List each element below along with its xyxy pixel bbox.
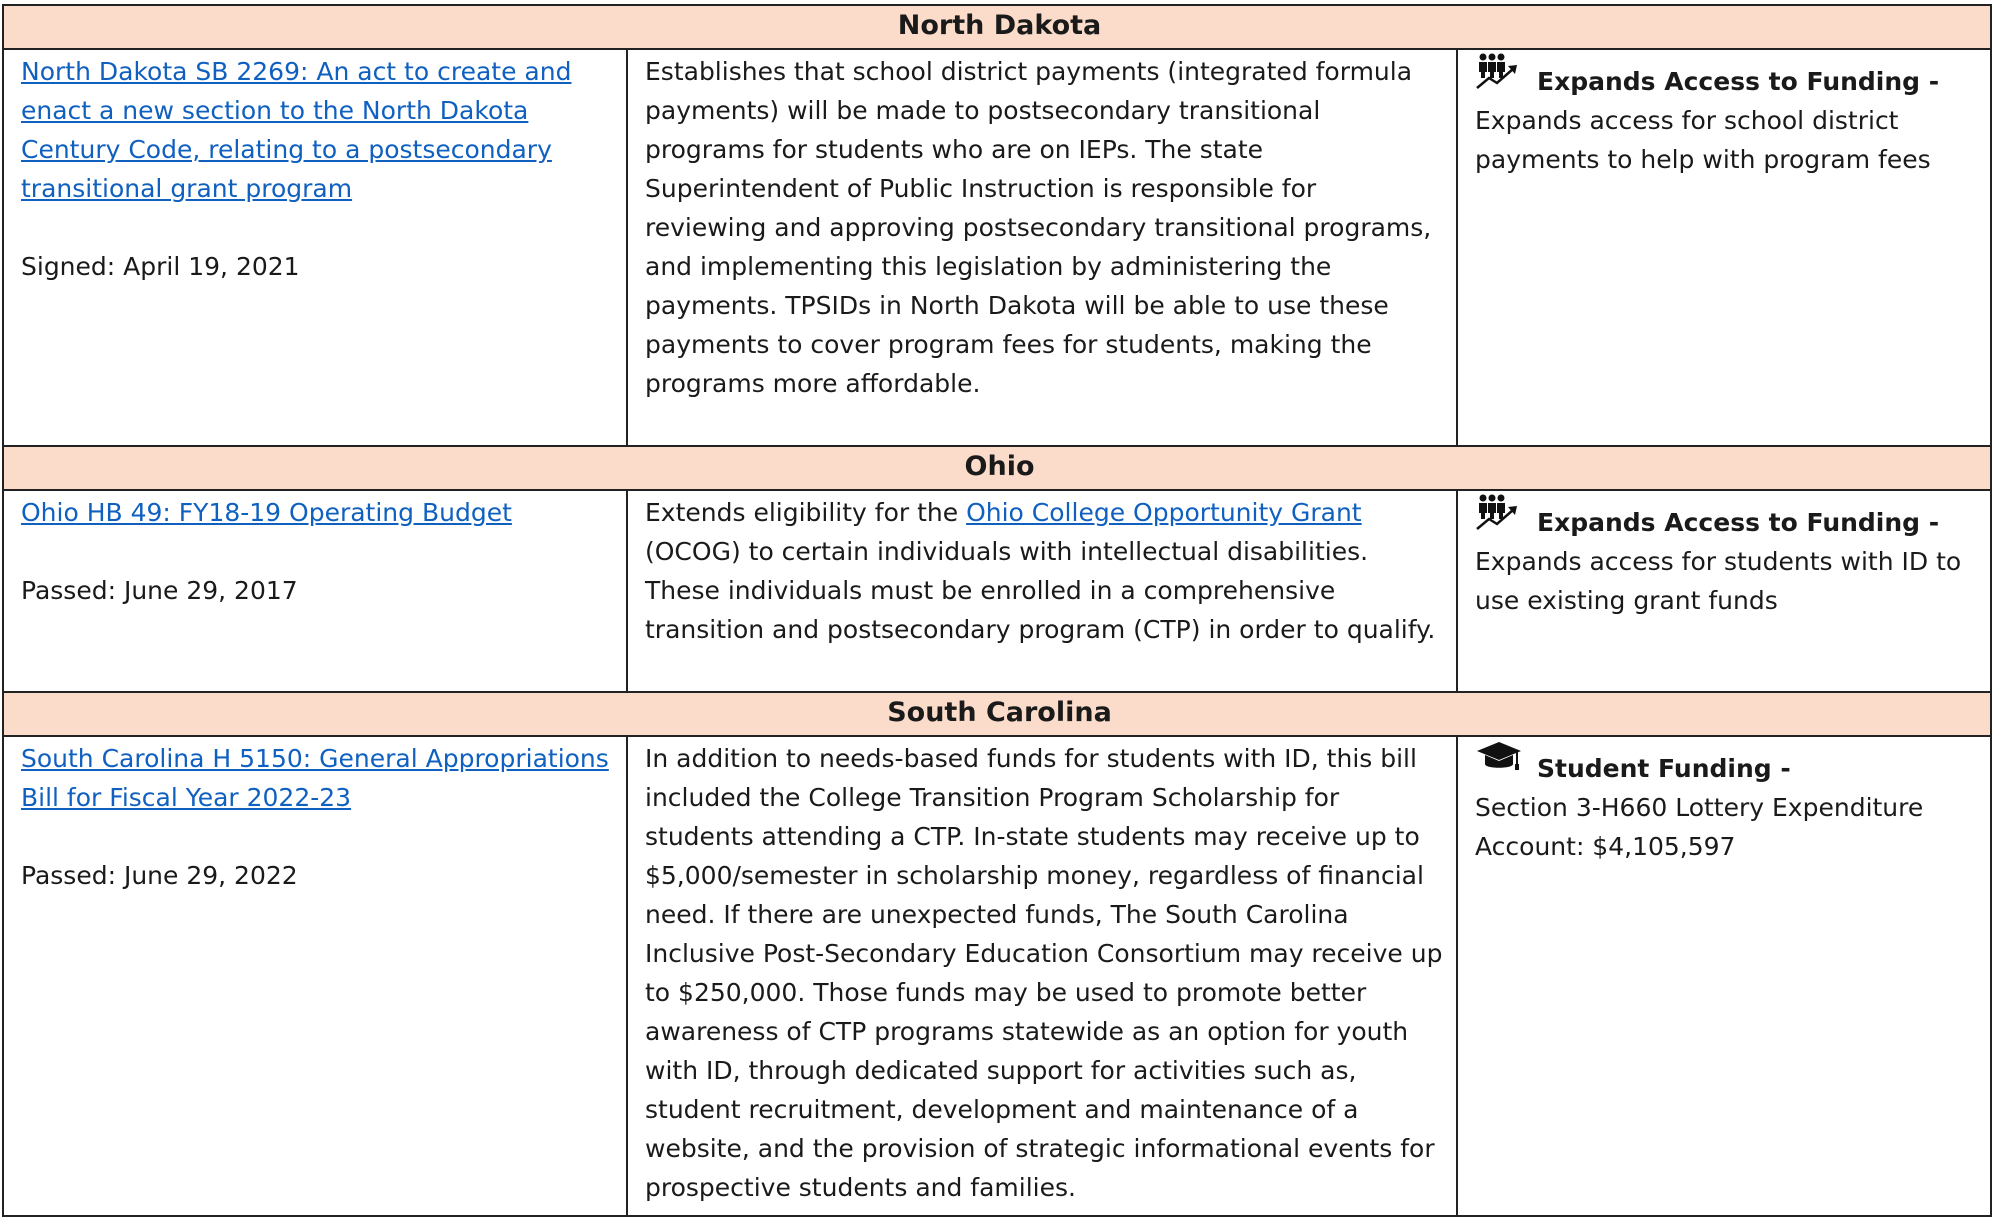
impact-title: Expands Access to Funding -: [1537, 508, 1940, 537]
people-growth-icon: [1475, 52, 1523, 101]
bill-cell: [3, 49, 627, 446]
policy-table: [2, 4, 1992, 1217]
description-text: Establishes that school district payments (integrated formula payments) will be made to postsecondary transitional programs for students who are on IEPs. The state Superintendent of Public Instruction is responsible for reviewing and approving postsecondary transitional programs, and implementing this legislation by administering the payments. TPSIDs in North Dakota will be able to use these payments to cover program fees for students, making the programs more affordable.: [645, 57, 1432, 398]
impact-text: Section 3-H660 Lottery Expenditure Account: $4,105,597: [1475, 793, 1924, 861]
state-header: Ohio: [3, 446, 1991, 490]
bill-cell: [3, 490, 627, 692]
bill-status: Passed: June 29, 2022: [21, 861, 298, 890]
bill-link[interactable]: North Dakota SB 2269: An act to create and enact a new section to the North Dakota Century Code, relating to a postsecondary transitional grant program: [21, 57, 572, 203]
state-header: North Dakota: [3, 5, 1991, 49]
bill-row: [3, 736, 1991, 1216]
impact-title: Student Funding -: [1537, 754, 1791, 783]
graduation-cap-icon: [1475, 739, 1523, 788]
impact-cell: [1457, 490, 1991, 692]
bill-link[interactable]: South Carolina H 5150: General Appropriations Bill for Fiscal Year 2022-23: [21, 744, 609, 812]
description-text-cont: (OCOG) to certain individuals with intellectual disabilities. These individuals must be enrolled in a comprehensive transition and postsecondary program (CTP) in order to qualify.: [645, 537, 1436, 644]
impact-text: Expands access for students with ID to use existing grant funds: [1475, 547, 1962, 615]
state-header-row: [3, 692, 1991, 736]
people-growth-icon: [1475, 493, 1523, 542]
impact-heading: [1475, 493, 1978, 542]
impact-heading: [1475, 739, 1978, 788]
impact-text: Expands access for school district payments to help with program fees: [1475, 106, 1931, 174]
state-header-row: [3, 446, 1991, 490]
bill-status: Passed: June 29, 2017: [21, 576, 298, 605]
description-text: In addition to needs-based funds for students with ID, this bill included the College Transition Program Scholarship for students attending a CTP. In-state students may receive up to $5,000/semester in scholarship money, regardless of financial need. If there are unexpected funds, The South Carolina Inclusive Post-Secondary Education Consortium may receive up to $250,000. Those funds may be used to promote better awareness of CTP programs statewide as an option for youth with ID, through dedicated support for activities such as, student recruitment, development and maintenance of a website, and the provision of strategic informational events for prospective students and families.: [645, 744, 1443, 1202]
description-cell: [627, 736, 1457, 1216]
state-header-row: [3, 5, 1991, 49]
bill-row: [3, 490, 1991, 692]
impact-heading: [1475, 52, 1978, 101]
impact-title: Expands Access to Funding -: [1537, 67, 1940, 96]
description-text: Extends eligibility for the: [645, 498, 967, 527]
impact-cell: [1457, 49, 1991, 446]
impact-cell: [1457, 736, 1991, 1216]
bill-cell: [3, 736, 627, 1216]
description-cell: [627, 490, 1457, 692]
bill-status: Signed: April 19, 2021: [21, 252, 300, 281]
state-header: South Carolina: [3, 692, 1991, 736]
description-cell: [627, 49, 1457, 446]
bill-link[interactable]: Ohio HB 49: FY18-19 Operating Budget: [21, 498, 512, 527]
bill-row: [3, 49, 1991, 446]
grant-link[interactable]: Ohio College Opportunity Grant: [966, 498, 1362, 527]
